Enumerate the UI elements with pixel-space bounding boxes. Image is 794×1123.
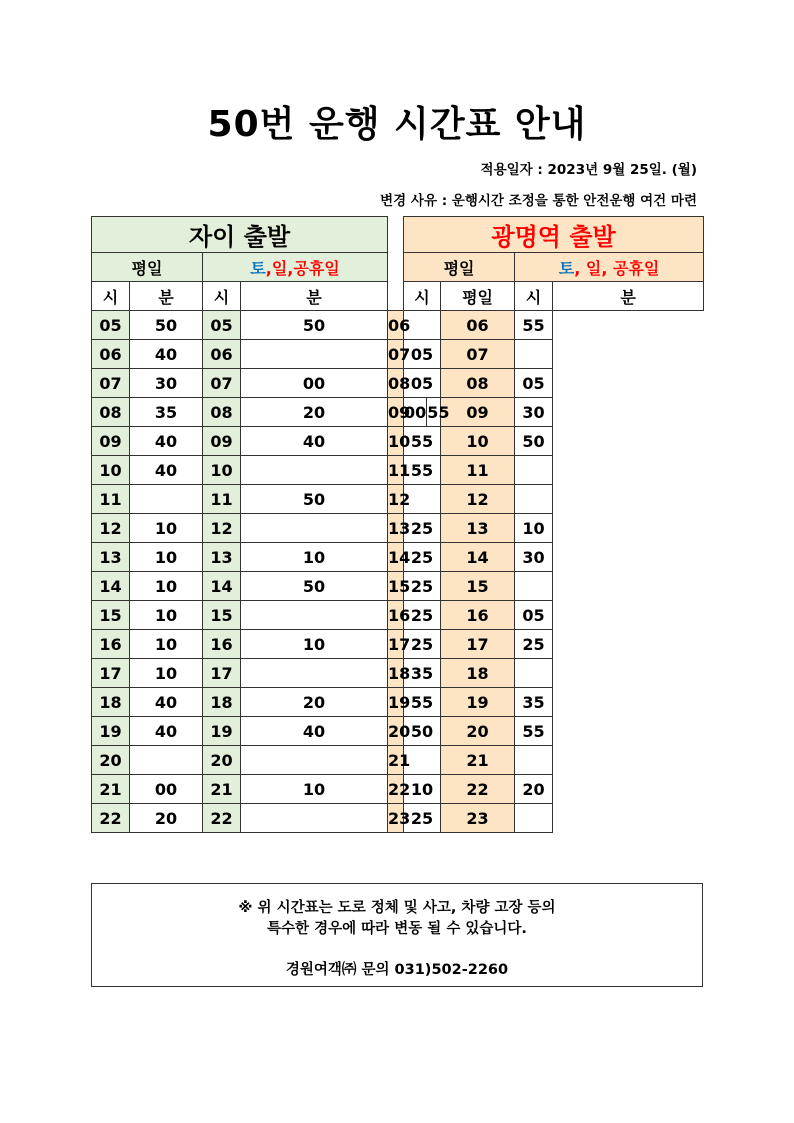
table-row bbox=[92, 398, 704, 427]
left-weekend-hour: 06 bbox=[203, 340, 241, 369]
right-weekend-hour: 08 bbox=[441, 369, 515, 398]
right-weekday-hour: 22 bbox=[388, 775, 404, 804]
right-weekday-hour: 11 bbox=[388, 456, 404, 485]
left-weekend-header bbox=[203, 253, 388, 282]
right-weekend-minute: 10 bbox=[515, 514, 553, 543]
left-weekday-minute: 10 bbox=[130, 630, 203, 659]
right-weekday-minute: 10 bbox=[404, 775, 441, 804]
left-weekday-minute: 40 bbox=[130, 717, 203, 746]
left-weekend-minute bbox=[241, 456, 388, 485]
left-weekend-minute bbox=[241, 746, 388, 775]
table-row bbox=[92, 485, 704, 514]
left-weekend-minute: 50 bbox=[241, 311, 388, 340]
right-weekend-hour: 17 bbox=[441, 630, 515, 659]
left-weekend-minute: 20 bbox=[241, 398, 388, 427]
left-weekend-minute: 50 bbox=[241, 572, 388, 601]
table-row bbox=[92, 630, 704, 659]
left-weekend-hour: 22 bbox=[203, 804, 241, 833]
left-weekday-hour: 14 bbox=[92, 572, 130, 601]
right-weekday-hour: 07 bbox=[388, 340, 404, 369]
right-weekend-hour: 18 bbox=[441, 659, 515, 688]
right-weekend-minute: 55 bbox=[515, 717, 553, 746]
left-weekday-minute: 40 bbox=[130, 688, 203, 717]
right-weekend-hour: 13 bbox=[441, 514, 515, 543]
left-weekend-minute: 40 bbox=[241, 427, 388, 456]
table-row bbox=[92, 688, 704, 717]
table-row bbox=[92, 804, 704, 833]
right-weekday-minute: 25 bbox=[404, 804, 441, 833]
left-weekday-minute: 10 bbox=[130, 601, 203, 630]
table-row bbox=[92, 543, 704, 572]
right-weekend-minute: 30 bbox=[515, 543, 553, 572]
right-weekend-minute bbox=[515, 485, 553, 514]
left-weekend-hour: 09 bbox=[203, 427, 241, 456]
left-weekday-minute: 30 bbox=[130, 369, 203, 398]
right-weekend-hour: 06 bbox=[441, 311, 515, 340]
left-weekend-minute: 10 bbox=[241, 543, 388, 572]
contact-info: 경원여객㈜ 문의 031)502-2260 bbox=[285, 962, 509, 978]
table-row bbox=[92, 514, 704, 543]
left-weekend-hour: 18 bbox=[203, 688, 241, 717]
left-weekday-hour: 16 bbox=[92, 630, 130, 659]
table-row bbox=[92, 311, 704, 340]
right-weekday-hour: 18 bbox=[388, 659, 404, 688]
right-weekend-hour: 12 bbox=[441, 485, 515, 514]
left-weekend-minute bbox=[241, 804, 388, 833]
right-weekend-minute: 50 bbox=[515, 427, 553, 456]
right-weekend-hour: 11 bbox=[441, 456, 515, 485]
col-hour: 시 bbox=[515, 282, 553, 311]
right-weekend-minute: 25 bbox=[515, 630, 553, 659]
right-weekend-hour: 14 bbox=[441, 543, 515, 572]
notes-line-2: 특수한 경우에 따라 변동 될 수 있습니다. bbox=[267, 921, 527, 937]
right-weekend-minute: 35 bbox=[515, 688, 553, 717]
left-weekend-minute: 00 bbox=[241, 369, 388, 398]
col-hour: 시 bbox=[92, 282, 130, 311]
table-row bbox=[92, 427, 704, 456]
page-title: 50번 운행 시간표 안내 bbox=[207, 104, 587, 145]
right-weekday-hour: 12 bbox=[388, 485, 404, 514]
left-weekday-minute: 50 bbox=[130, 311, 203, 340]
right-weekend-hour: 22 bbox=[441, 775, 515, 804]
right-weekday-minute: 25 bbox=[404, 514, 441, 543]
apply-date: 적용일자 : 2023년 9월 25일. (월) bbox=[480, 162, 697, 178]
right-weekday-minute: 35 bbox=[404, 659, 441, 688]
col-weekday: 평일 bbox=[441, 282, 515, 311]
right-weekend-minute bbox=[515, 804, 553, 833]
left-weekday-hour: 12 bbox=[92, 514, 130, 543]
right-weekday-hour: 23 bbox=[388, 804, 404, 833]
left-weekday-minute: 10 bbox=[130, 572, 203, 601]
left-weekend-minute: 10 bbox=[241, 775, 388, 804]
right-weekend-hour: 16 bbox=[441, 601, 515, 630]
left-weekend-hour: 19 bbox=[203, 717, 241, 746]
left-weekend-hour: 16 bbox=[203, 630, 241, 659]
right-weekend-minute: 55 bbox=[515, 311, 553, 340]
right-weekend-minute bbox=[515, 746, 553, 775]
right-weekday-hour: 20 bbox=[388, 717, 404, 746]
right-weekend-hour: 20 bbox=[441, 717, 515, 746]
right-weekend-hour: 15 bbox=[441, 572, 515, 601]
right-weekday-hour: 09 bbox=[388, 398, 404, 427]
left-weekday-hour: 11 bbox=[92, 485, 130, 514]
left-weekday-hour: 15 bbox=[92, 601, 130, 630]
left-weekday-hour: 18 bbox=[92, 688, 130, 717]
left-weekend-hour: 13 bbox=[203, 543, 241, 572]
right-weekend-minute: 30 bbox=[515, 398, 553, 427]
right-weekday-hour: 08 bbox=[388, 369, 404, 398]
table-row bbox=[92, 340, 704, 369]
right-weekend-rest: , 일, 공휴일 bbox=[574, 258, 660, 278]
table-row bbox=[92, 572, 704, 601]
left-weekend-minute bbox=[241, 601, 388, 630]
left-weekend-hour: 15 bbox=[203, 601, 241, 630]
right-weekend-minute bbox=[515, 340, 553, 369]
left-weekday-minute: 35 bbox=[130, 398, 203, 427]
col-minute: 분 bbox=[553, 282, 704, 311]
left-weekday-minute: 10 bbox=[130, 543, 203, 572]
right-weekday-hour: 06 bbox=[388, 311, 404, 340]
right-weekend-minute bbox=[515, 659, 553, 688]
left-weekend-minute bbox=[241, 340, 388, 369]
right-weekday-minute: 05 bbox=[404, 369, 441, 398]
table-row bbox=[92, 601, 704, 630]
right-weekday-minute-a: 00 bbox=[404, 398, 427, 426]
left-weekend-minute: 10 bbox=[241, 630, 388, 659]
right-weekend-hour: 19 bbox=[441, 688, 515, 717]
col-hour: 시 bbox=[203, 282, 241, 311]
left-weekend-hour: 07 bbox=[203, 369, 241, 398]
right-weekday-minute: 25 bbox=[404, 543, 441, 572]
right-weekday-minute: 25 bbox=[404, 630, 441, 659]
left-weekend-minute bbox=[241, 514, 388, 543]
right-weekday-minute: 50 bbox=[404, 717, 441, 746]
right-weekday-header: 평일 bbox=[404, 253, 515, 282]
left-weekend-rest: ,일,공휴일 bbox=[265, 258, 340, 278]
notes-box bbox=[91, 883, 703, 987]
right-weekday-minute: 55 bbox=[404, 427, 441, 456]
right-weekend-hour: 09 bbox=[441, 398, 515, 427]
table-row bbox=[92, 775, 704, 804]
right-weekday-minute: 55 bbox=[404, 456, 441, 485]
left-weekday-hour: 07 bbox=[92, 369, 130, 398]
left-weekend-hour: 08 bbox=[203, 398, 241, 427]
col-minute: 분 bbox=[241, 282, 388, 311]
left-weekday-hour: 17 bbox=[92, 659, 130, 688]
right-weekday-hour: 14 bbox=[388, 543, 404, 572]
right-weekend-hour: 07 bbox=[441, 340, 515, 369]
left-weekend-hour: 11 bbox=[203, 485, 241, 514]
change-reason: 변경 사유 : 운행시간 조정을 통한 안전운행 여건 마련 bbox=[380, 193, 697, 209]
right-weekday-minute: 05 bbox=[404, 340, 441, 369]
left-weekday-minute: 00 bbox=[130, 775, 203, 804]
table-row bbox=[92, 369, 704, 398]
left-weekend-hour: 05 bbox=[203, 311, 241, 340]
left-weekday-header: 평일 bbox=[92, 253, 203, 282]
left-weekday-hour: 20 bbox=[92, 746, 130, 775]
right-weekday-minute-b: 55 bbox=[427, 402, 450, 422]
right-weekend-minute: 05 bbox=[515, 601, 553, 630]
right-weekend-minute bbox=[515, 572, 553, 601]
right-weekend-header bbox=[515, 253, 704, 282]
right-weekday-hour: 13 bbox=[388, 514, 404, 543]
left-weekend-minute: 20 bbox=[241, 688, 388, 717]
right-weekend-sat: 토 bbox=[558, 258, 575, 278]
left-weekday-minute bbox=[130, 746, 203, 775]
left-weekday-hour: 10 bbox=[92, 456, 130, 485]
right-weekday-minute: 25 bbox=[404, 601, 441, 630]
left-weekday-minute: 10 bbox=[130, 659, 203, 688]
right-weekday-hour: 17 bbox=[388, 630, 404, 659]
left-weekday-hour: 13 bbox=[92, 543, 130, 572]
right-weekend-minute: 20 bbox=[515, 775, 553, 804]
left-weekend-sat: 토 bbox=[250, 258, 266, 278]
notes-line-1: ※ 위 시간표는 도로 정체 및 사고, 차량 고장 등의 bbox=[238, 900, 556, 916]
left-weekday-hour: 22 bbox=[92, 804, 130, 833]
col-hour: 시 bbox=[404, 282, 441, 311]
left-weekday-hour: 08 bbox=[92, 398, 130, 427]
table-row bbox=[92, 659, 704, 688]
right-weekday-minute: 25 bbox=[404, 572, 441, 601]
table-row bbox=[92, 746, 704, 775]
right-weekday-hour: 10 bbox=[388, 427, 404, 456]
left-weekend-hour: 21 bbox=[203, 775, 241, 804]
right-weekend-minute: 05 bbox=[515, 369, 553, 398]
left-weekday-hour: 19 bbox=[92, 717, 130, 746]
right-weekday-hour: 15 bbox=[388, 572, 404, 601]
right-weekday-minute bbox=[404, 398, 450, 427]
left-weekday-hour: 06 bbox=[92, 340, 130, 369]
left-weekday-minute: 40 bbox=[130, 456, 203, 485]
left-weekend-minute: 40 bbox=[241, 717, 388, 746]
timetable bbox=[91, 216, 704, 833]
left-weekday-hour: 21 bbox=[92, 775, 130, 804]
table-row bbox=[92, 717, 704, 746]
right-section-title: 광명역 출발 bbox=[404, 217, 704, 253]
col-minute: 분 bbox=[130, 282, 203, 311]
column-gap bbox=[388, 217, 404, 311]
left-weekday-minute: 10 bbox=[130, 514, 203, 543]
right-weekend-minute bbox=[515, 456, 553, 485]
left-weekday-minute: 40 bbox=[130, 340, 203, 369]
right-weekday-hour: 21 bbox=[388, 746, 404, 775]
left-weekday-hour: 05 bbox=[92, 311, 130, 340]
left-weekday-minute bbox=[130, 485, 203, 514]
left-weekend-hour: 14 bbox=[203, 572, 241, 601]
left-weekend-minute bbox=[241, 659, 388, 688]
left-weekend-hour: 20 bbox=[203, 746, 241, 775]
right-weekend-hour: 21 bbox=[441, 746, 515, 775]
right-weekend-hour: 23 bbox=[441, 804, 515, 833]
left-weekday-hour: 09 bbox=[92, 427, 130, 456]
table-row bbox=[92, 456, 704, 485]
left-weekday-minute: 20 bbox=[130, 804, 203, 833]
right-weekday-minute: 55 bbox=[404, 688, 441, 717]
right-weekday-hour: 16 bbox=[388, 601, 404, 630]
left-weekend-hour: 17 bbox=[203, 659, 241, 688]
left-weekend-hour: 12 bbox=[203, 514, 241, 543]
right-weekend-hour: 10 bbox=[441, 427, 515, 456]
left-weekend-hour: 10 bbox=[203, 456, 241, 485]
left-weekend-minute: 50 bbox=[241, 485, 388, 514]
right-weekday-hour: 19 bbox=[388, 688, 404, 717]
left-weekday-minute: 40 bbox=[130, 427, 203, 456]
left-section-title: 자이 출발 bbox=[92, 217, 388, 253]
